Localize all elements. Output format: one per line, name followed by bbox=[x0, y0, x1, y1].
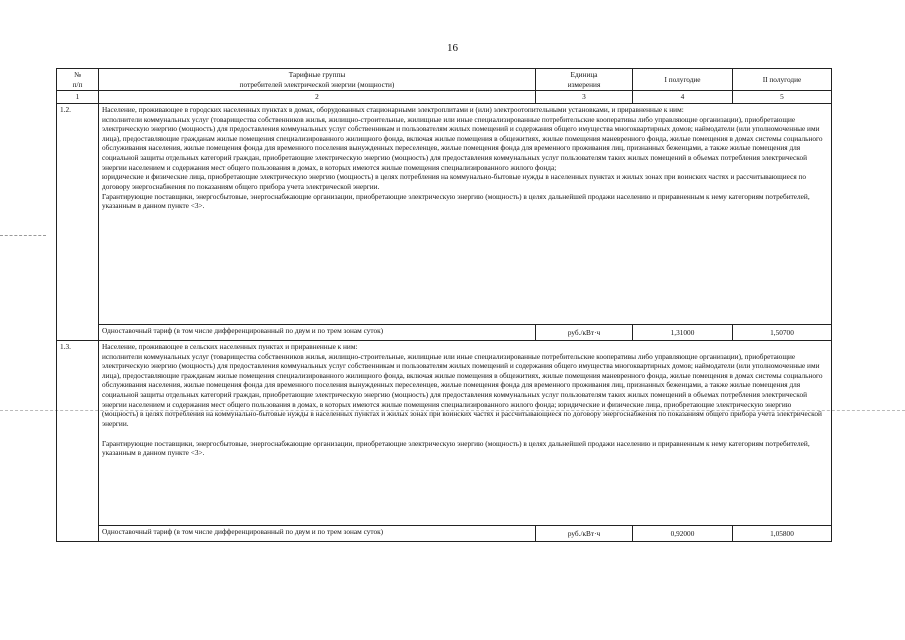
column-number: 2 bbox=[99, 91, 536, 104]
tariff-label: Одноставочный тариф (в том числе дифференцированный по двум и по трем зонам суток) bbox=[99, 525, 536, 541]
scan-artifact-line bbox=[0, 235, 46, 236]
section-paragraph: Население, проживающее в городских населенных пунктах в домах, оборудованных стационарными электроплитами и (или) электроотопительными установками, и приравненные к ним: bbox=[102, 104, 684, 114]
column-number: 1 bbox=[57, 91, 99, 104]
tariff-row-1-3 bbox=[57, 525, 832, 541]
section-paragraph: Гарантирующие поставщики, энергосбытовые, энергоснабжающие организации, приобретающие электрическую энергию (мощность) в целях дальнейшей продажи населению и приравненным к нему категориям потребителей, указанным в данном пункте <3>. bbox=[102, 438, 810, 458]
section-description bbox=[99, 340, 832, 525]
tariff-second-half-value: 1,05800 bbox=[733, 525, 832, 541]
section-row-1-2 bbox=[57, 103, 832, 324]
column-number: 4 bbox=[633, 91, 733, 104]
tariff-table bbox=[56, 68, 832, 542]
header-num: № п/п bbox=[57, 69, 99, 91]
tariff-unit: руб./кВт·ч bbox=[536, 324, 633, 340]
column-number-row bbox=[57, 91, 832, 104]
tariff-label: Одноставочный тариф (в том числе дифференцированный по двум и по трем зонам суток) bbox=[99, 324, 536, 340]
tariff-row-1-2 bbox=[57, 324, 832, 340]
header-second-half: II полугодие bbox=[733, 69, 832, 91]
header-first-half: I полугодие bbox=[633, 69, 733, 91]
section-paragraph: Население, проживающее в сельских населенных пунктах и приравненные к ним: bbox=[102, 341, 358, 351]
table-header-row bbox=[57, 69, 832, 91]
section-paragraph: юридические и физические лица, приобретающие электрическую энергию (мощность) в целях потребления на коммунально-бытовые нужды в населенных пунктах и жилых зонах при воинских частях и рассчитывающиеся по договору энергоснабжения по показаниям общего прибора учета электрической энергии. bbox=[102, 172, 807, 191]
section-row-1-3 bbox=[57, 340, 832, 525]
section-paragraph: исполнители коммунальных услуг (товарищества собственников жилья, жилищно-строительные, жилищные или иные специализированные потребительские кооперативы либо управляющие организации), приобретающие электрическую энергию (мощность) для предоставления коммунальных услуг собственникам и пользователям жилых помещений и содержания общего имущества многоквартирных домов; наймодатели (или уполномоченные ими лица), предоставляющие гражданам жилые помещения специализированного жилищного фонда, включая жилые помещения в общежитиях, жилые помещения маневренного фонда, жилые помещения в домах системы социального обслуживания населения, жилые помещения фонда для временного поселения вынужденных переселенцев, жилые помещения фонда для временного проживания лиц, признанных беженцами, а также жилые помещения для социальной защиты отдельных категорий граждан, приобретающие электрическую энергию (мощность) для предоставления коммунальных услуг пользователям таких жилых помещений в объемах потребления электрической энергии населением и содержания мест общего пользования в домах, в которых имеются жилые помещения специализированного жилого фонда; bbox=[102, 114, 823, 172]
column-number: 3 bbox=[536, 91, 633, 104]
section-paragraph: исполнители коммунальных услуг (товарищества собственников жилья, жилищно-строительные, жилищные или иные специализированные потребительские кооперативы либо управляющие организации), приобретающие электрическую энергию (мощность) для предоставления коммунальных услуг собственникам и пользователям жилых помещений и содержания общего имущества многоквартирных домов; наймодатели (или уполномоченные ими лица), предоставляющие гражданам жилые помещения специализированного жилищного фонда, включая жилые помещения в общежитиях, жилые помещения маневренного фонда, жилые помещения в домах системы социального обслуживания населения, жилые помещения фонда для временного поселения вынужденных переселенцев, жилые помещения фонда для временного проживания лиц, признанных беженцами, а также жилые помещения для социальной защиты отдельных категорий граждан, приобретающие электрическую энергию (мощность) для предоставления коммунальных услуг пользователям таких жилых помещений в объемах потребления электрической энергии населением и содержания мест общего пользования в домах, в которых имеются жилые помещения специализированного жилого фонда; юридические и физические лица, приобретающие электрическую энергию (мощность) в целях потребления на коммунально-бытовые нужды в населенных пунктах и жилых зонах при воинских частях и рассчитывающиеся по договору энергоснабжения по показаниям общего прибора учета электрической энергии. bbox=[102, 351, 823, 428]
tariff-second-half-value: 1,50700 bbox=[733, 324, 832, 340]
tariff-first-half-value: 1,31000 bbox=[633, 324, 733, 340]
header-unit: Единица измерения bbox=[536, 69, 633, 91]
column-number: 5 bbox=[733, 91, 832, 104]
page-number: 16 bbox=[447, 42, 458, 54]
section-description bbox=[99, 103, 832, 324]
section-number: 1.3. bbox=[57, 340, 99, 541]
tariff-unit: руб./кВт·ч bbox=[536, 525, 633, 541]
tariff-first-half-value: 0,92000 bbox=[633, 525, 733, 541]
section-paragraph: Гарантирующие поставщики, энергосбытовые, энергоснабжающие организации, приобретающие электрическую энергию (мощность) в целях дальнейшей продажи населению и приравненным к нему категориям потребителей, указанным в данном пункте <3>. bbox=[102, 191, 810, 211]
header-group: Тарифные группы потребителей электрической энергии (мощности) bbox=[99, 69, 536, 91]
section-number: 1.2. bbox=[57, 103, 99, 340]
